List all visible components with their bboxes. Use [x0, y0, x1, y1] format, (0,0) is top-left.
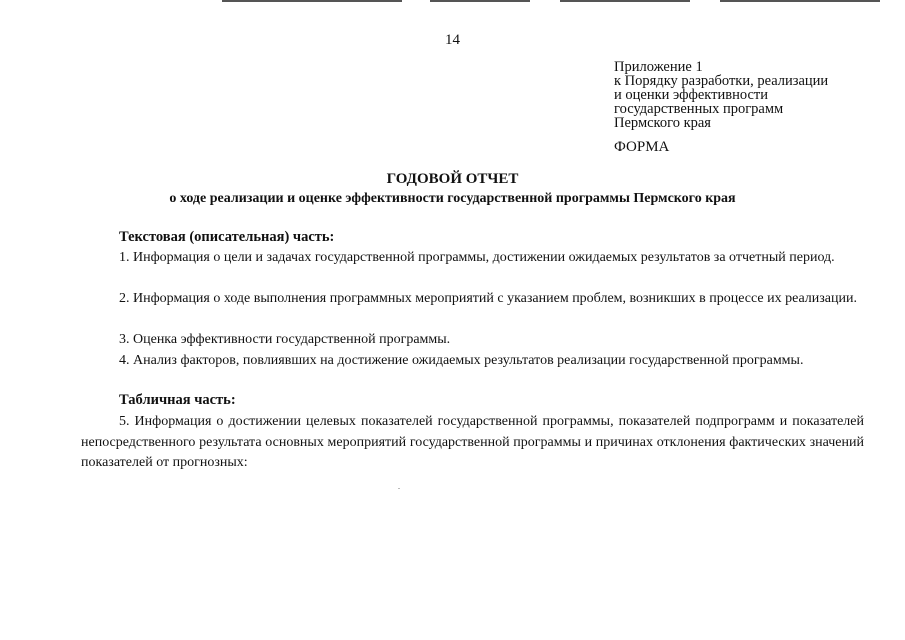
appendix-line: Пермского края	[614, 115, 711, 131]
document-subtitle: о ходе реализации и оценке эффективности государственной программы Пермского края	[169, 191, 736, 206]
scan-speck	[398, 488, 400, 489]
paragraph-item-3: 3. Оценка эффективности государственной программы.	[119, 332, 451, 347]
appendix-block	[614, 60, 828, 130]
scan-edge-line	[430, 0, 530, 2]
paragraph-item-1: 1. Информация о цели и задачах государственной программы, достижении ожидаемых результатов за отчетный период.	[119, 250, 835, 265]
appendix-line: Приложение 1	[614, 59, 703, 75]
appendix-line: государственных программ	[614, 101, 784, 117]
scan-edge-line	[720, 0, 880, 2]
form-label: ФОРМА	[614, 139, 670, 155]
scan-edge-line	[560, 0, 690, 2]
table-part-heading: Табличная часть:	[119, 392, 236, 408]
paragraph-item-5: 5. Информация о достижении целевых показателей государственной программы, показателей подпрограмм и показателей непосредственного результата основных мероприятий государственной программы и причинах отклонения фактических значений показателей от прогнозных:	[81, 414, 864, 470]
textual-part-heading: Текстовая (описательная) часть:	[119, 229, 335, 245]
appendix-line: и оценки эффективности	[614, 87, 768, 103]
paragraph-item-4: 4. Анализ факторов, повлиявших на достижение ожидаемых результатов реализации государственной программы.	[119, 353, 804, 368]
document-title: ГОДОВОЙ ОТЧЕТ	[386, 171, 519, 187]
scan-edge-line	[222, 0, 402, 2]
paragraph-item-2: 2. Информация о ходе выполнения программных мероприятий с указанием проблем, возникших в процессе их реализации.	[119, 291, 858, 306]
page-number: 14	[445, 32, 460, 48]
appendix-line: к Порядку разработки, реализации	[614, 73, 829, 89]
